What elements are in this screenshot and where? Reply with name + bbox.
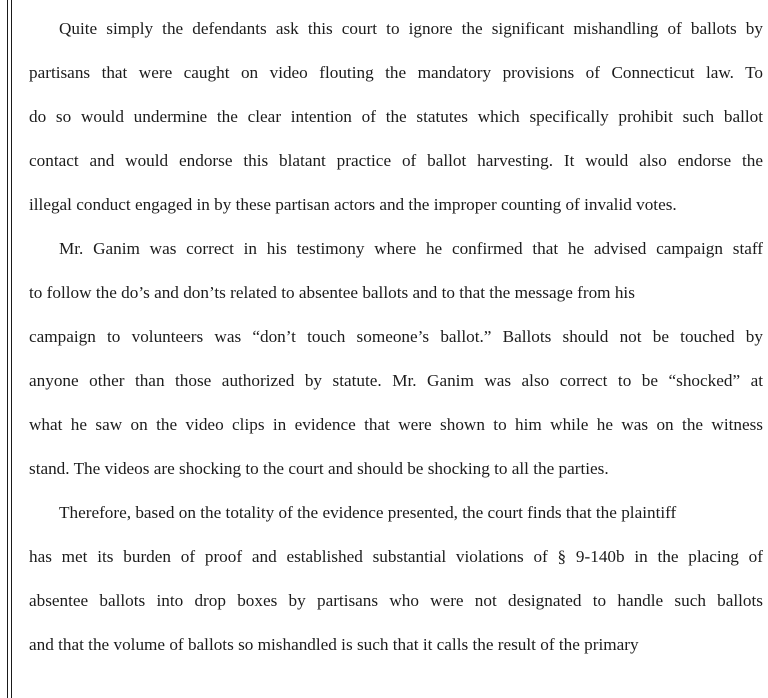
text-line: Quite simply the defendants ask this court to ignore the significant mishandling of ballots by [59, 19, 763, 38]
text-line: and that the volume of ballots so mishandled is such that it calls the result of the primary [29, 635, 639, 654]
left-margin-rule [7, 0, 8, 698]
text-line: illegal conduct engaged in by these partisan actors and the improper counting of invalid votes. [29, 195, 677, 214]
text-line: has met its burden of proof and established substantial violations of § 9-140b in the placing of [29, 547, 763, 566]
text-line: campaign to volunteers was “don’t touch someone’s ballot.” Ballots should not be touched by [29, 327, 763, 346]
text-line: do so would undermine the clear intention of the statutes which specifically prohibit such ballot [29, 107, 763, 126]
text-line: stand. The videos are shocking to the court and should be shocking to all the parties. [29, 459, 609, 478]
text-line: absentee ballots into drop boxes by partisans who were not designated to handle such ballots [29, 591, 763, 610]
text-line: anyone other than those authorized by statute. Mr. Ganim was also correct to be “shocked” at [29, 371, 763, 390]
text-line: Therefore, based on the totality of the evidence presented, the court finds that the plaintiff [59, 503, 677, 522]
text-line: Mr. Ganim was correct in his testimony where he confirmed that he advised campaign staff [59, 239, 763, 258]
left-margin-rule-inner [11, 0, 12, 698]
text-line: contact and would endorse this blatant practice of ballot harvesting. It would also endorse the [29, 151, 763, 170]
text-line: to follow the do’s and don’ts related to absentee ballots and to that the message from his [29, 283, 635, 302]
text-line: what he saw on the video clips in evidence that were shown to him while he was on the witness [29, 415, 763, 434]
text-line: partisans that were caught on video flouting the mandatory provisions of Connecticut law. To [29, 63, 763, 82]
document-body [29, 13, 763, 673]
